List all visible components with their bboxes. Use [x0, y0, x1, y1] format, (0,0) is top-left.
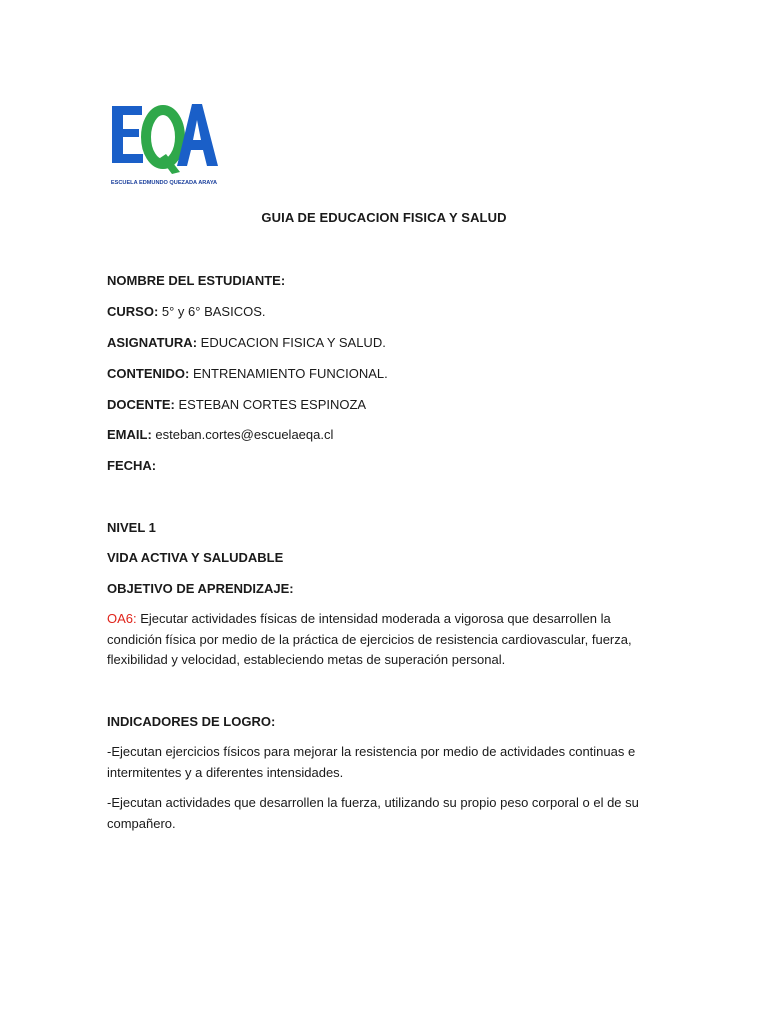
field-docente [107, 397, 366, 413]
field-value: esteban.cortes@escuelaeqa.cl [151, 427, 334, 442]
indicadores-heading: INDICADORES DE LOGRO: [107, 714, 276, 729]
objetivo-heading: OBJETIVO DE APRENDIZAJE: [107, 581, 294, 596]
eje-heading: VIDA ACTIVA Y SALUDABLE [107, 550, 284, 565]
field-value: 5° y 6° BASICOS. [158, 304, 266, 319]
field-label: FECHA: [107, 458, 157, 473]
school-logo [108, 96, 220, 188]
objetivo-text: Ejecutar actividades físicas de intensidad moderada a vigorosa que desarrollen la condición física por medio de la práctica de ejercicios de resistencia cardiovascular, fuerza, flexibilidad y velocidad, estableciendo metas de superación personal. [107, 611, 632, 667]
field-label: CONTENIDO: [107, 366, 190, 381]
indicador-item: -Ejecutan actividades que desarrollen la fuerza, utilizando su propio peso corporal o el de su compañero. [107, 795, 639, 831]
field-asignatura [107, 335, 386, 351]
field-contenido [107, 366, 388, 382]
logo-letter-e [112, 106, 143, 163]
field-email [107, 427, 333, 443]
field-label: CURSO: [107, 304, 159, 319]
eqa-logo-image [108, 96, 220, 188]
objetivo-paragraph [107, 609, 667, 671]
document-title: GUIA DE EDUCACION FISICA Y SALUD [261, 210, 507, 225]
logo-letter-q [146, 110, 180, 174]
field-label: ASIGNATURA: [107, 335, 198, 350]
nivel-heading: NIVEL 1 [107, 520, 156, 535]
indicador-item: -Ejecutan ejercicios físicos para mejorar la resistencia por medio de actividades continuas e intermitentes y a diferentes intensidades. [107, 744, 636, 780]
field-value: ENTRENAMIENTO FUNCIONAL. [189, 366, 388, 381]
field-nombre [107, 273, 285, 289]
logo-school-name: ESCUELA EDMUNDO QUEZADA ARAYA [110, 180, 218, 186]
field-fecha [107, 458, 156, 474]
field-label: NOMBRE DEL ESTUDIANTE: [107, 273, 286, 288]
field-label: EMAIL: [107, 427, 152, 442]
field-value: ESTEBAN CORTES ESPINOZA [174, 397, 367, 412]
field-value: EDUCACION FISICA Y SALUD. [197, 335, 386, 350]
objetivo-code: OA6: [107, 611, 137, 626]
field-curso [107, 304, 266, 320]
field-label: DOCENTE: [107, 397, 175, 412]
